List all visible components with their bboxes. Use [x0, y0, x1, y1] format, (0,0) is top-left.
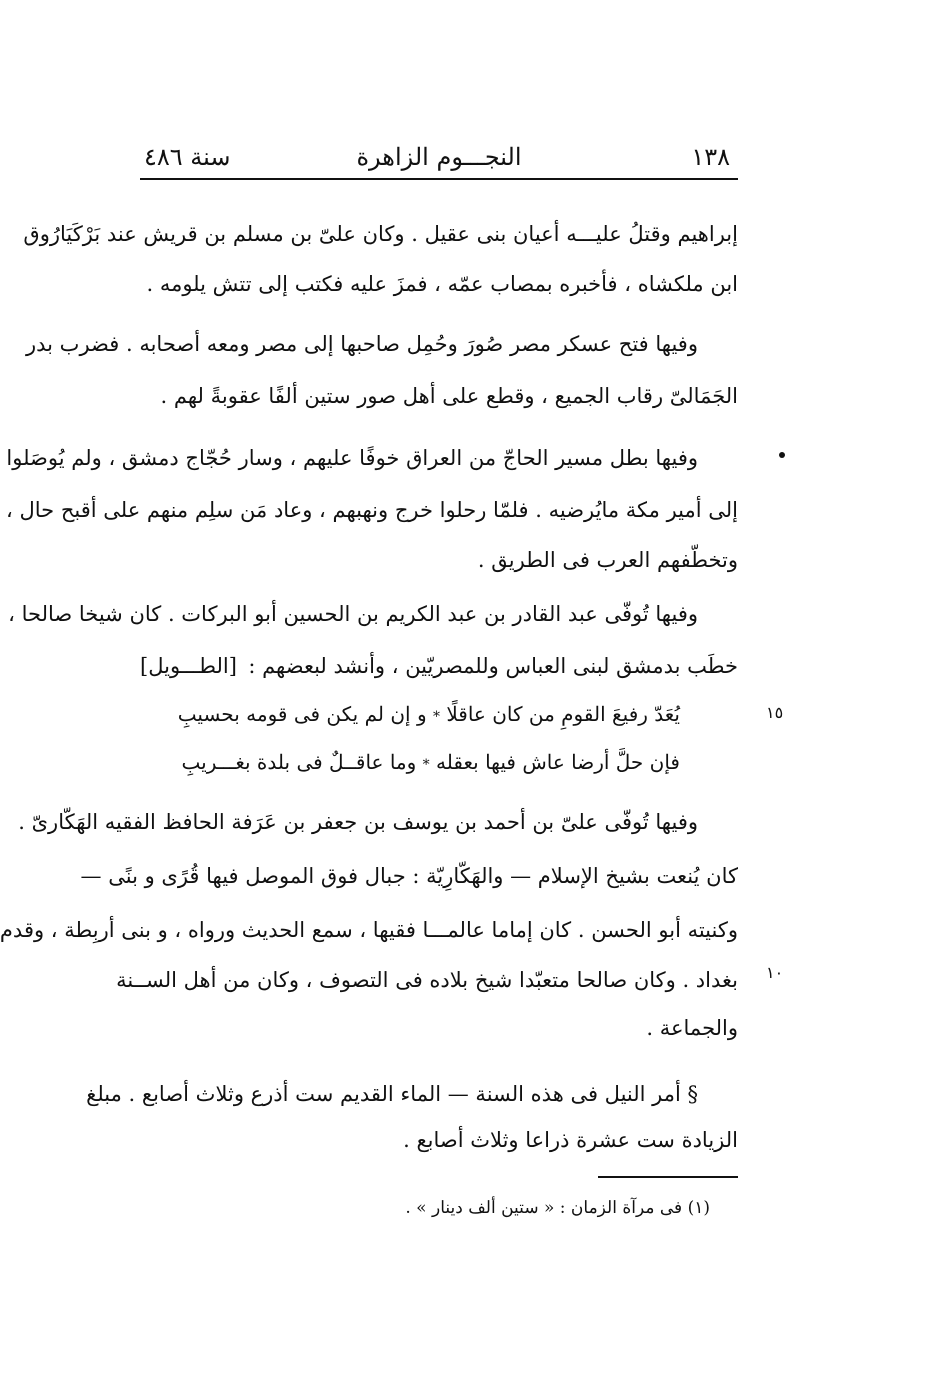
verse-separator: *: [422, 757, 430, 773]
footnote: (١) فى مرآة الزمان : « ستين ألف دينار » .: [405, 1198, 710, 1218]
text-line: وفيها فتح عسكر مصر صُورَ وحُمِل صاحبها إلى مصر ومعه أصحابه . فضرب بدر: [26, 332, 698, 356]
verse-separator: *: [432, 709, 440, 725]
text-line: وكنيته أبو الحسن . كان إماما عالمـــا فقيها ، سمع الحديث ورواه ، و بنى أربِطة ، وقدم: [0, 918, 738, 942]
text-line: وفيها تُوفّى عبد القادر بن عبد الكريم بن الحسين أبو البركات . كان شيخا صالحا ،: [8, 602, 698, 626]
page-number: ١٣٨: [691, 143, 730, 171]
margin-line-number: ١٥: [766, 703, 784, 722]
margin-bullet: [779, 452, 785, 458]
text-line: الجَمَالىّ رقاب الجميع ، وقطع على أهل صور ستين ألفًا عقوبةً لهم .: [160, 384, 738, 408]
verse-line: [177, 694, 680, 734]
text-line: وفيها بطل مسير الحاجّ من العراق خوفًا عليهم ، وسار حُجّاج دمشق ، ولم يُوصَلوا: [6, 446, 698, 470]
running-year: سنة ٤٨٦: [144, 143, 231, 171]
text-line: ابن ملكشاه ، فأخبره بمصاب عمّه ، فمزَ عليه فكتب إلى تتش يلومه .: [146, 272, 738, 296]
text-line: بغداد . وكان صالحا متعبّدا شيخ بلاده فى التصوف ، وكان من أهل الســنة: [116, 968, 738, 992]
text-line-content: خطَب بدمشق لبنى العباس وللمصريّين ، وأنشد لبعضهم :: [248, 654, 738, 678]
running-title: النجـــوم الزاهرة: [356, 143, 522, 171]
text-line: إبراهيم وقتلُ عليـــه أعيان بنى عقيل . وكان علىّ بن مسلم بن قريش عند بَرْكَيَارُوق: [23, 222, 738, 246]
verse-first-hemistich: فإن حلَّ أرضا عاش فيها بعقله: [436, 750, 680, 774]
verse-first-hemistich: يُعَدّ رفيعَ القومِ من كان عاقلًا: [446, 702, 680, 726]
verse-second-hemistich: و إن لم يكن فى قومه بحسيبِ: [177, 702, 427, 726]
text-line: [140, 646, 738, 686]
text-line: الزيادة ست عشرة ذراعا وثلاث أصابع .: [403, 1128, 738, 1152]
verse-line: [181, 742, 680, 782]
text-line: وتخطّفهم العرب فى الطريق .: [477, 548, 738, 572]
margin-line-number: ١٠: [766, 963, 784, 982]
header-rule: [140, 178, 738, 180]
running-header: [140, 140, 738, 174]
text-line: وفيها تُوفّى علىّ بن أحمد بن يوسف بن جعفر بن عَرَفة الحافظ الفقيه الهَكّارىّ .: [18, 810, 698, 834]
text-line: § أمر النيل فى هذه السنة — الماء القديم ست أذرع وثلاث أصابع . مبلغ: [86, 1082, 698, 1106]
footnote-rule: [598, 1176, 738, 1178]
text-line: والجماعة .: [646, 1016, 738, 1040]
text-line: إلى أمير مكة مايُرضيه . فلمّا رحلوا خرج ونهبهم ، وعاد مَن سلِم منهم على أقبح حال ،: [6, 498, 738, 522]
verse-second-hemistich: وما عاقــلٌ فى بلدة بغـــريبِ: [181, 750, 417, 774]
meter-label: [الطـــويل]: [140, 654, 237, 678]
text-line: كان يُنعت بشيخ الإسلام — والهَكّارِيّة : جبال فوق الموصل فيها قُرًى و بنًى —: [80, 864, 738, 888]
